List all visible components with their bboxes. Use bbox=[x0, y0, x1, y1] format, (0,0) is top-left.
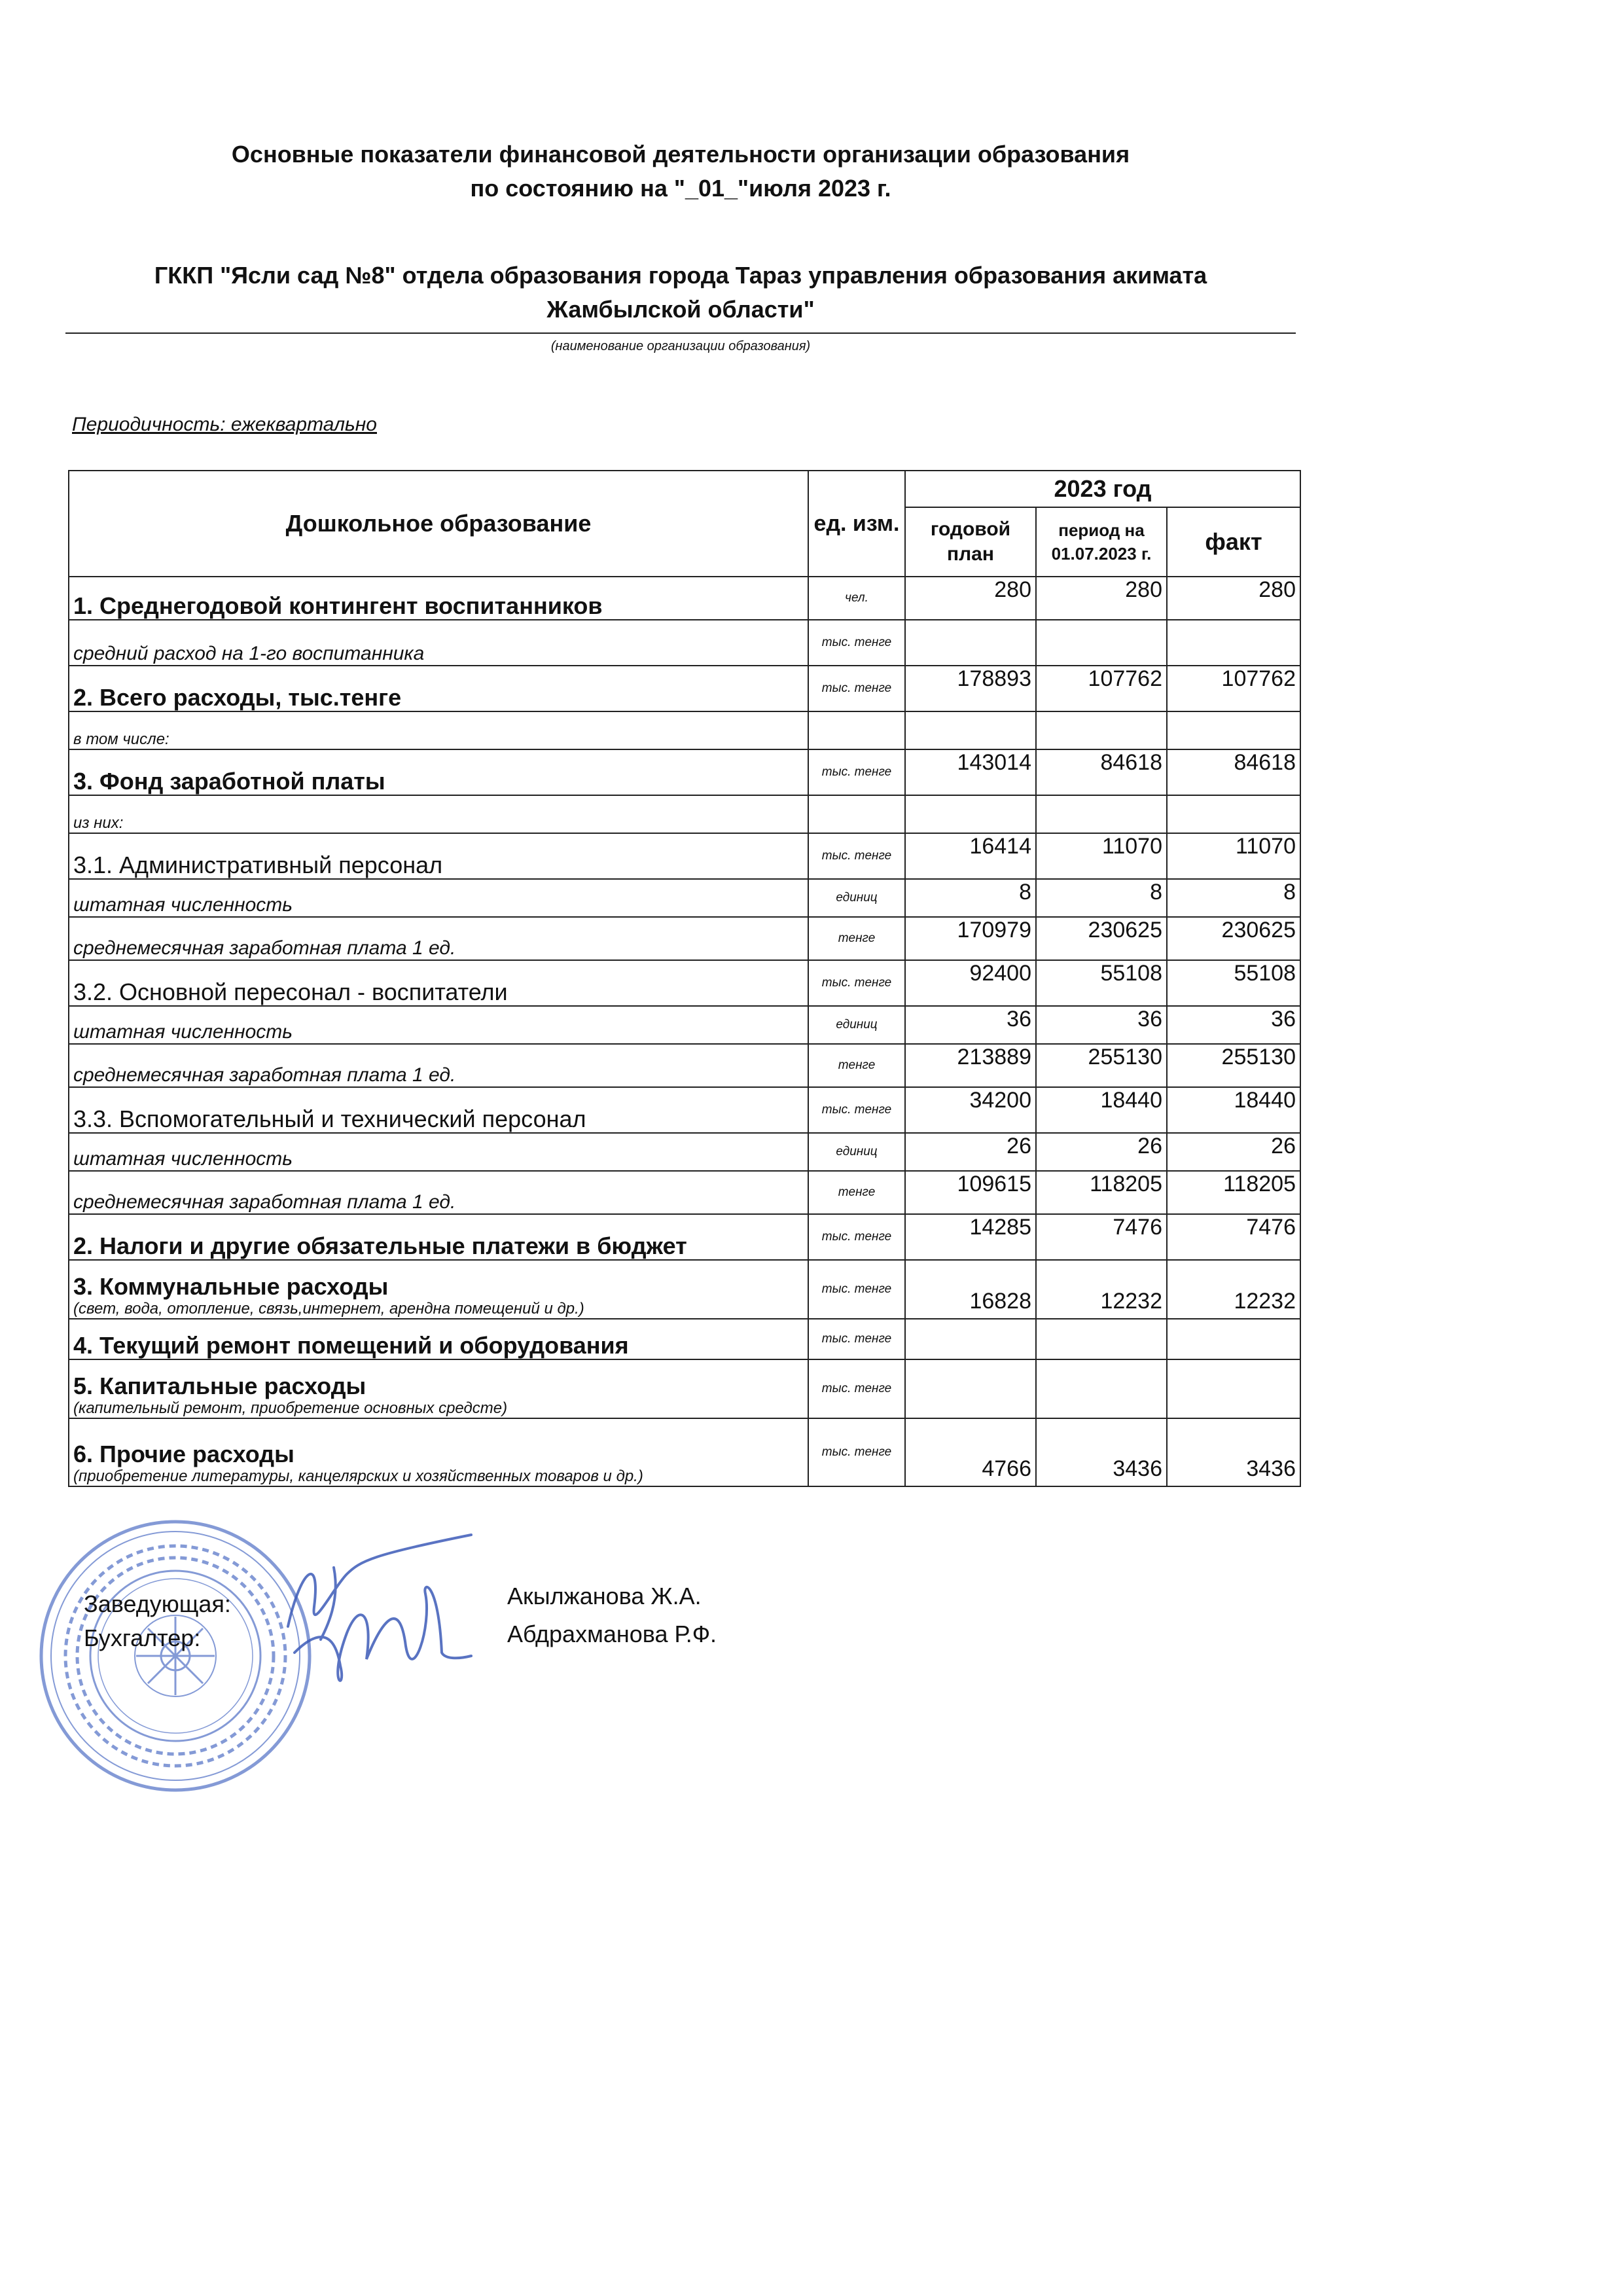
row-fact: 107762 bbox=[1167, 666, 1300, 711]
row-name: штатная численность bbox=[73, 893, 293, 916]
row-name: 3.3. Вспомогательный и технический персонал bbox=[73, 1105, 586, 1132]
row-fact bbox=[1167, 620, 1300, 666]
row-name: 5. Капитальные расходы bbox=[73, 1372, 366, 1400]
row-fact: 84618 bbox=[1167, 749, 1300, 795]
row-fact: 230625 bbox=[1167, 917, 1300, 960]
table-row bbox=[69, 711, 1300, 749]
row-name-cell bbox=[69, 1319, 808, 1359]
row-plan: 4766 bbox=[905, 1418, 1036, 1486]
row-note: (капительный ремонт, приобретение основных средстe) bbox=[73, 1399, 508, 1418]
signatures bbox=[275, 1528, 484, 1698]
row-period: 84618 bbox=[1036, 749, 1167, 795]
table-row bbox=[69, 1359, 1300, 1418]
row-period bbox=[1036, 795, 1167, 833]
row-name-cell bbox=[69, 1171, 808, 1214]
row-period bbox=[1036, 711, 1167, 749]
row-unit: тыс. тенге bbox=[808, 666, 905, 711]
row-plan: 34200 bbox=[905, 1087, 1036, 1133]
organization-name bbox=[65, 259, 1296, 327]
row-period: 7476 bbox=[1036, 1214, 1167, 1260]
row-unit: единиц bbox=[808, 1006, 905, 1044]
row-name-cell bbox=[69, 1133, 808, 1171]
org-line-2: Жамбылской области" bbox=[546, 296, 815, 323]
row-name-cell bbox=[69, 1359, 808, 1418]
row-plan bbox=[905, 1319, 1036, 1359]
row-period: 118205 bbox=[1036, 1171, 1167, 1214]
header-period: период на 01.07.2023 г. bbox=[1036, 507, 1167, 577]
org-underline bbox=[65, 332, 1296, 334]
row-name: среднемесячная заработная плата 1 ед. bbox=[73, 1064, 456, 1086]
row-name: средний расход на 1-го воспитанника bbox=[73, 642, 425, 664]
title-line-2: по состоянию на "_01_"июля 2023 г. bbox=[470, 175, 891, 202]
row-name-cell bbox=[69, 833, 808, 879]
row-period: 11070 bbox=[1036, 833, 1167, 879]
accountant-name: Абдрахманова Р.Ф. bbox=[507, 1621, 717, 1647]
row-fact: 18440 bbox=[1167, 1087, 1300, 1133]
row-plan: 16828 bbox=[905, 1260, 1036, 1319]
header-name: Дошкольное образование bbox=[69, 471, 808, 577]
header-fact: факт bbox=[1167, 507, 1300, 577]
row-period: 36 bbox=[1036, 1006, 1167, 1044]
row-name: 2. Налоги и другие обязательные платежи в бюджет bbox=[73, 1232, 687, 1259]
row-fact: 280 bbox=[1167, 577, 1300, 620]
row-fact: 255130 bbox=[1167, 1044, 1300, 1087]
signature-labels bbox=[84, 1587, 231, 1655]
row-name-cell bbox=[69, 879, 808, 917]
row-name: из них: bbox=[73, 814, 124, 833]
row-period bbox=[1036, 620, 1167, 666]
row-unit: тыс. тенге bbox=[808, 960, 905, 1006]
row-period: 12232 bbox=[1036, 1260, 1167, 1319]
row-name-cell bbox=[69, 960, 808, 1006]
table-row bbox=[69, 1260, 1300, 1319]
row-period bbox=[1036, 1359, 1167, 1418]
row-name-cell bbox=[69, 620, 808, 666]
header-year: 2023 год bbox=[905, 471, 1300, 507]
row-name-cell bbox=[69, 1214, 808, 1260]
row-plan: 14285 bbox=[905, 1214, 1036, 1260]
header-unit: ед. изм. bbox=[808, 471, 905, 577]
row-name: 3. Фонд заработной платы bbox=[73, 767, 385, 795]
row-name-cell bbox=[69, 711, 808, 749]
row-period: 18440 bbox=[1036, 1087, 1167, 1133]
row-plan: 109615 bbox=[905, 1171, 1036, 1214]
row-plan: 213889 bbox=[905, 1044, 1036, 1087]
row-name-cell bbox=[69, 917, 808, 960]
row-period: 26 bbox=[1036, 1133, 1167, 1171]
row-fact: 12232 bbox=[1167, 1260, 1300, 1319]
row-unit: чел. bbox=[808, 577, 905, 620]
row-period: 107762 bbox=[1036, 666, 1167, 711]
row-name: 3. Коммунальные расходы bbox=[73, 1273, 389, 1300]
row-unit: тыс. тенге bbox=[808, 1260, 905, 1319]
row-period: 280 bbox=[1036, 577, 1167, 620]
table-row bbox=[69, 1006, 1300, 1044]
table-row bbox=[69, 577, 1300, 620]
header-plan: годовой план bbox=[905, 507, 1036, 577]
row-plan: 26 bbox=[905, 1133, 1036, 1171]
row-name-cell bbox=[69, 1044, 808, 1087]
table-row bbox=[69, 960, 1300, 1006]
row-unit bbox=[808, 795, 905, 833]
row-fact bbox=[1167, 795, 1300, 833]
row-name-cell bbox=[69, 795, 808, 833]
row-fact: 11070 bbox=[1167, 833, 1300, 879]
row-name: 3.2. Основной пересонал - воспитатели bbox=[73, 978, 508, 1005]
table-row bbox=[69, 1319, 1300, 1359]
row-fact: 3436 bbox=[1167, 1418, 1300, 1486]
row-unit: тенге bbox=[808, 1171, 905, 1214]
head-name: Акылжанова Ж.А. bbox=[507, 1583, 702, 1609]
accountant-label: Бухгалтер: bbox=[84, 1624, 201, 1651]
table-row bbox=[69, 879, 1300, 917]
row-plan bbox=[905, 620, 1036, 666]
row-plan: 178893 bbox=[905, 666, 1036, 711]
row-plan: 16414 bbox=[905, 833, 1036, 879]
row-name: 3.1. Административный персонал bbox=[73, 851, 443, 878]
table-row bbox=[69, 1133, 1300, 1171]
row-fact: 26 bbox=[1167, 1133, 1300, 1171]
table-row bbox=[69, 1214, 1300, 1260]
row-plan: 170979 bbox=[905, 917, 1036, 960]
row-name: 4. Текущий ремонт помещений и оборудования bbox=[73, 1331, 629, 1359]
row-name-cell bbox=[69, 1006, 808, 1044]
row-unit: единиц bbox=[808, 1133, 905, 1171]
row-unit: тыс. тенге bbox=[808, 1418, 905, 1486]
head-label: Заведующая: bbox=[84, 1590, 231, 1617]
table-row bbox=[69, 1087, 1300, 1133]
table-row bbox=[69, 1418, 1300, 1486]
row-name-cell bbox=[69, 1418, 808, 1486]
row-name-cell bbox=[69, 1087, 808, 1133]
row-name: 1. Среднегодовой контингент воспитанников bbox=[73, 592, 603, 619]
row-fact bbox=[1167, 1319, 1300, 1359]
row-period: 55108 bbox=[1036, 960, 1167, 1006]
table-row bbox=[69, 795, 1300, 833]
row-unit: единиц bbox=[808, 879, 905, 917]
row-fact: 7476 bbox=[1167, 1214, 1300, 1260]
row-name: штатная численность bbox=[73, 1020, 293, 1043]
row-fact: 8 bbox=[1167, 879, 1300, 917]
row-name: 6. Прочие расходы bbox=[73, 1441, 294, 1468]
table-row bbox=[69, 1044, 1300, 1087]
row-fact bbox=[1167, 1359, 1300, 1418]
row-fact: 55108 bbox=[1167, 960, 1300, 1006]
periodicity: Периодичность: ежеквартально bbox=[72, 414, 377, 435]
row-unit: тыс. тенге bbox=[808, 833, 905, 879]
row-unit: тенге bbox=[808, 917, 905, 960]
row-name-cell bbox=[69, 749, 808, 795]
org-line-1: ГККП "Ясли сад №8" отдела образования города Тараз управления образования акимата bbox=[154, 262, 1207, 289]
row-name: в том числе: bbox=[73, 730, 169, 749]
row-plan bbox=[905, 711, 1036, 749]
table-row bbox=[69, 620, 1300, 666]
row-plan: 143014 bbox=[905, 749, 1036, 795]
row-period: 8 bbox=[1036, 879, 1167, 917]
row-fact: 118205 bbox=[1167, 1171, 1300, 1214]
row-name: среднемесячная заработная плата 1 ед. bbox=[73, 937, 456, 959]
row-unit bbox=[808, 711, 905, 749]
row-unit: тыс. тенге bbox=[808, 1087, 905, 1133]
row-plan: 92400 bbox=[905, 960, 1036, 1006]
row-unit: тыс. тенге bbox=[808, 1214, 905, 1260]
row-name-cell bbox=[69, 666, 808, 711]
row-plan: 8 bbox=[905, 879, 1036, 917]
org-caption: (наименование организации образования) bbox=[550, 339, 811, 353]
row-plan: 280 bbox=[905, 577, 1036, 620]
row-unit: тыс. тенге bbox=[808, 620, 905, 666]
table-row bbox=[69, 1171, 1300, 1214]
row-period bbox=[1036, 1319, 1167, 1359]
row-fact bbox=[1167, 711, 1300, 749]
title-line-1: Основные показатели финансовой деятельности организации образования bbox=[231, 141, 1130, 168]
row-plan bbox=[905, 795, 1036, 833]
financial-table bbox=[68, 470, 1301, 1487]
row-name: среднемесячная заработная плата 1 ед. bbox=[73, 1191, 456, 1213]
row-name: 2. Всего расходы, тыс.тенге bbox=[73, 683, 402, 711]
row-plan: 36 bbox=[905, 1006, 1036, 1044]
table-row bbox=[69, 917, 1300, 960]
row-period: 255130 bbox=[1036, 1044, 1167, 1087]
row-name: штатная численность bbox=[73, 1147, 293, 1170]
row-plan bbox=[905, 1359, 1036, 1418]
row-unit: тыс. тенге bbox=[808, 1319, 905, 1359]
row-period: 3436 bbox=[1036, 1418, 1167, 1486]
row-unit: тыс. тенге bbox=[808, 749, 905, 795]
row-fact: 36 bbox=[1167, 1006, 1300, 1044]
row-note: (приобретение литературы, канцелярских и хозяйственных товаров и др.) bbox=[73, 1467, 643, 1486]
table-row bbox=[69, 666, 1300, 711]
row-name-cell bbox=[69, 1260, 808, 1319]
row-period: 230625 bbox=[1036, 917, 1167, 960]
table-row bbox=[69, 749, 1300, 795]
row-note: (свет, вода, отопление, связь,интернет, арендна помещений и др.) bbox=[73, 1300, 584, 1318]
row-name-cell bbox=[69, 577, 808, 620]
document-title bbox=[65, 137, 1296, 206]
table-body bbox=[69, 577, 1300, 1486]
table-row bbox=[69, 833, 1300, 879]
row-unit: тенге bbox=[808, 1044, 905, 1087]
signature-names bbox=[507, 1577, 717, 1653]
row-unit: тыс. тенге bbox=[808, 1359, 905, 1418]
